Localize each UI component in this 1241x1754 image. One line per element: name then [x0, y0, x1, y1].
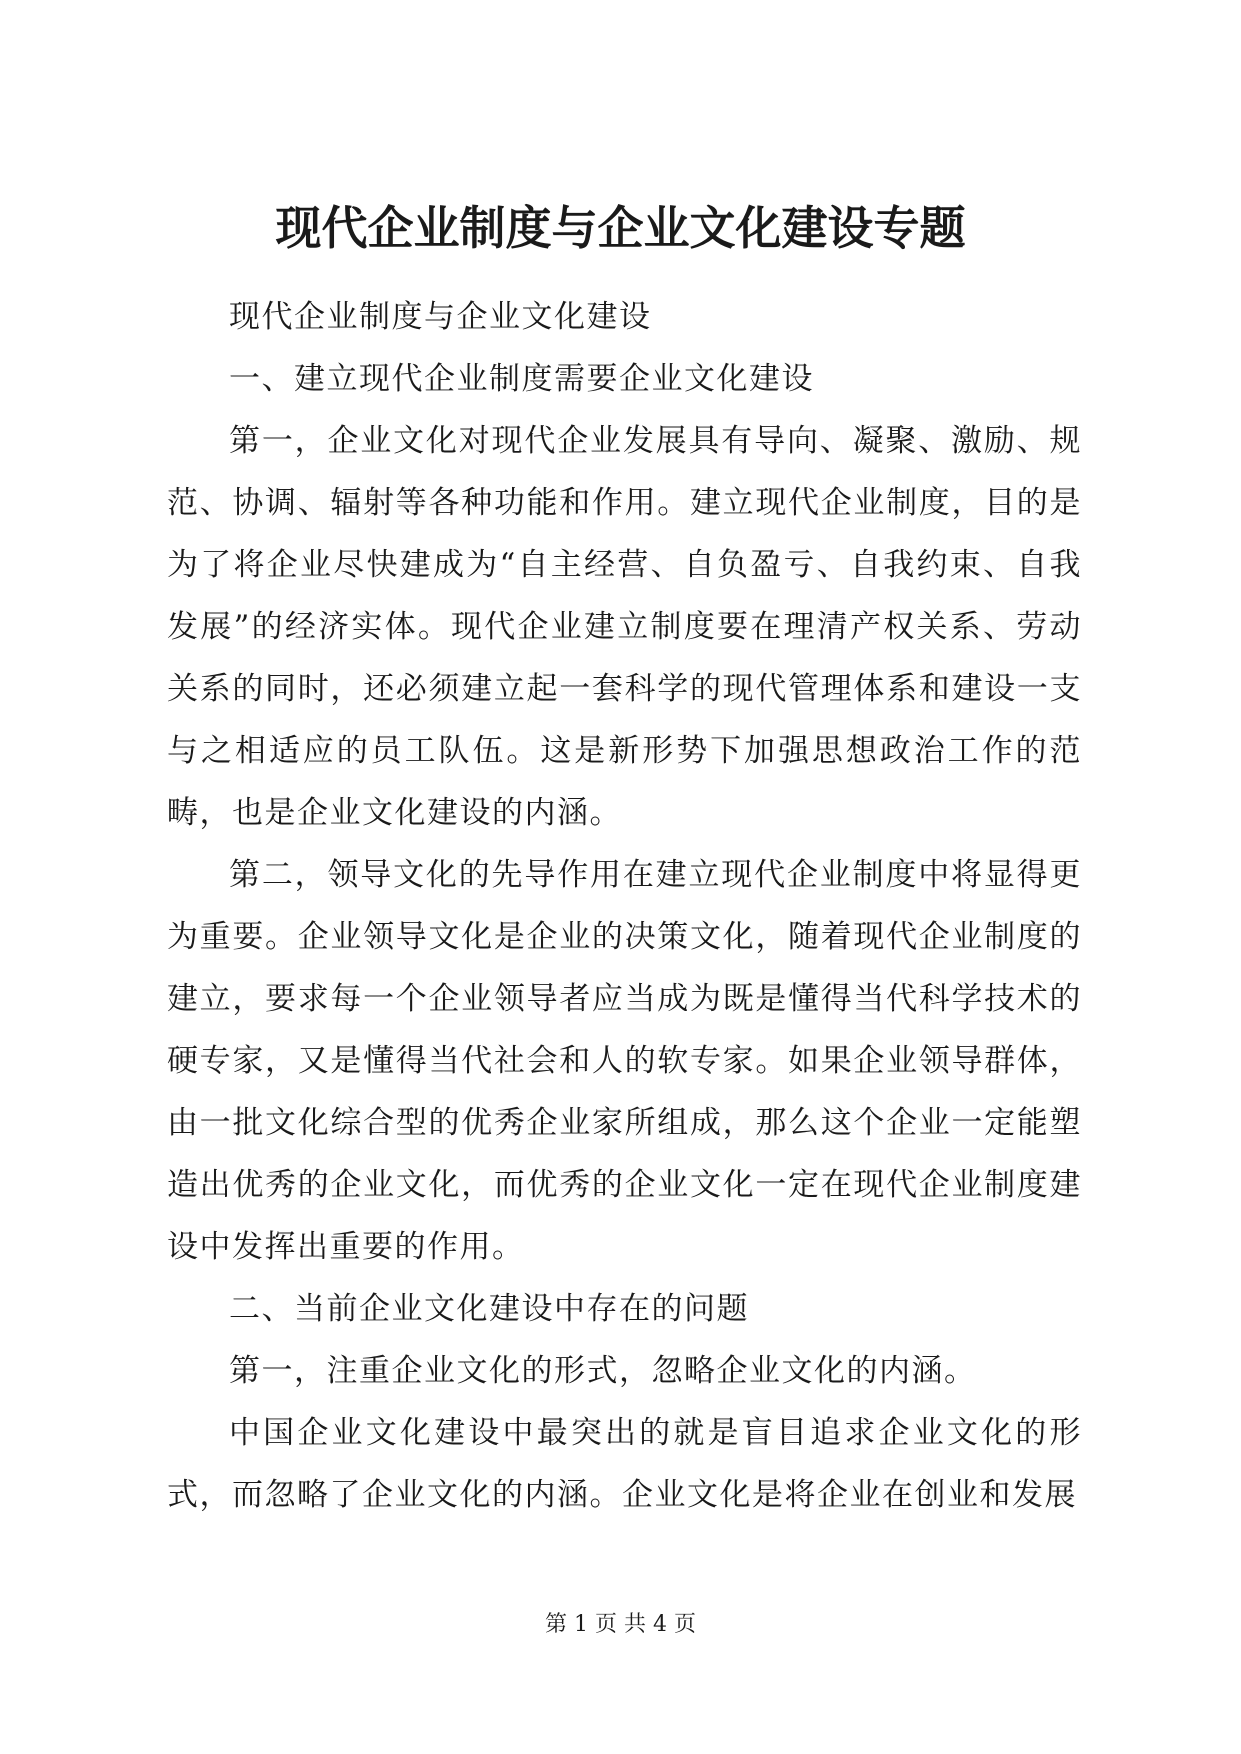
paragraph: 第一，企业文化对现代企业发展具有导向、凝聚、激励、规范、协调、辐射等各种功能和作用。建立现代企业制度，目的是为了将企业尽快建成为“自主经营、自负盈亏、自我约束、自我发展”的经济实体。现代企业建立制度要在理清产权关系、劳动关系的同时，还必须建立起一套科学的现代管理体系和建设一支与之相适应的员工队伍。这是新形势下加强思想政治工作的范畴，也是企业文化建设的内涵。: [167, 423, 1082, 831]
paragraph-subtitle: 现代企业制度与企业文化建设: [229, 299, 652, 335]
paragraph: 第一，注重企业文化的形式，忽略企业文化的内涵。: [229, 1353, 977, 1389]
section-heading-1: 一、建立现代企业制度需要企业文化建设: [229, 361, 814, 397]
document-title: 现代企业制度与企业文化建设专题: [275, 201, 966, 255]
paragraph: 中国企业文化建设中最突出的就是盲目追求企业文化的形式，而忽略了企业文化的内涵。企业文化是将企业在创业和发展: [167, 1415, 1082, 1513]
paragraph: 第二，领导文化的先导作用在建立现代企业制度中将显得更为重要。企业领导文化是企业的决策文化，随着现代企业制度的建立，要求每一个企业领导者应当成为既是懂得当代科学技术的硬专家，又是懂得当代社会和人的软专家。如果企业领导群体，由一批文化综合型的优秀企业家所组成，那么这个企业一定能塑造出优秀的企业文化，而优秀的企业文化一定在现代企业制度建设中发挥出重要的作用。: [167, 857, 1082, 1265]
document-body: [167, 286, 1082, 1526]
section-heading-2: 二、当前企业文化建设中存在的问题: [229, 1291, 749, 1327]
page-number-footer: 第 1 页 共 4 页: [545, 1612, 696, 1637]
